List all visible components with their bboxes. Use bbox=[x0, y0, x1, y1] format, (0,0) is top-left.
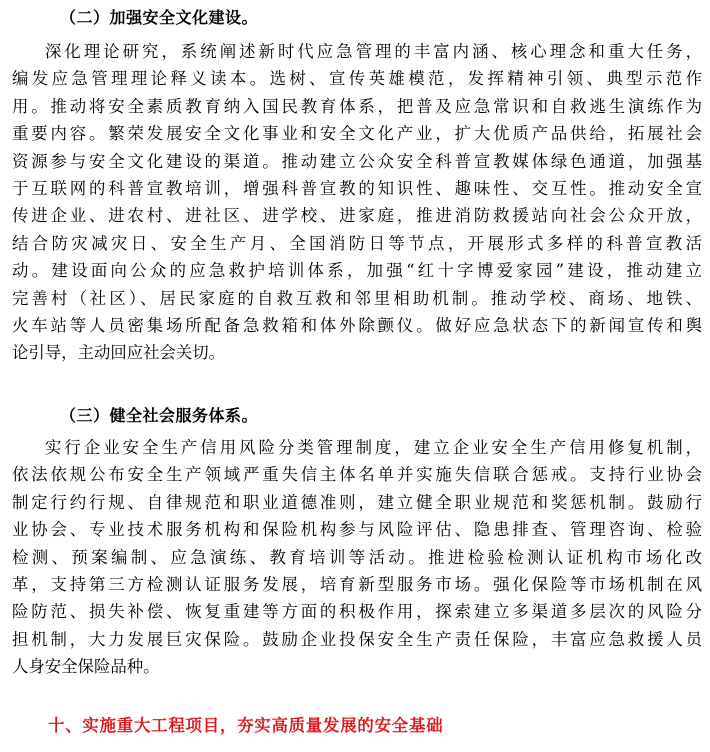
section-3-line: 担机制，大力发展巨灾保险。鼓励企业投保安全生产责任保险，丰富应急救援人员 bbox=[12, 629, 702, 649]
section-2-line: 重要内容。繁荣发展安全文化事业和安全文化产业，扩大优质产品供给，拓展社会 bbox=[12, 124, 702, 144]
section-2-body bbox=[12, 38, 702, 367]
section-3-line: 依法依规公布安全生产领域严重失信主体名单并实施失信联合惩戒。支持行业协会 bbox=[12, 465, 702, 485]
section-3-line: 业协会、专业技术服务机构和保险机构参与风险评估、隐患排查、管理咨询、检验 bbox=[12, 520, 702, 540]
section-2-line: 深化理论研究，系统阐述新时代应急管理的丰富内涵、核心理念和重大任务， bbox=[45, 42, 702, 61]
section-3-line: 实行企业安全生产信用风险分类管理制度，建立企业安全生产信用修复机制， bbox=[45, 438, 702, 457]
section-2-line: 火车站等人员密集场所配备急救箱和体外除颤仪。做好应急状态下的新闻宣传和舆 bbox=[12, 315, 702, 335]
section-2-line: 结合防灾减灾日、安全生产月、全国消防日等节点，开展形式多样的科普宣教活 bbox=[12, 233, 702, 253]
section-3-line: 制定行约行规、自律规范和职业道德准则，建立健全职业规范和奖惩机制。鼓励行 bbox=[12, 492, 702, 512]
section-3-line: 人身安全保险品种。 bbox=[12, 657, 160, 677]
section-2-line: 传进企业、进农村、进社区、进学校、进家庭，推进消防救援站向社会公众开放， bbox=[12, 206, 702, 226]
section-3-body bbox=[12, 434, 702, 681]
section-2-line: 动。建设面向公众的应急救护培训体系，加强“红十字博爱家园”建设，推动建立 bbox=[12, 261, 702, 281]
section-2-line: 论引导，主动回应社会关切。 bbox=[12, 343, 226, 363]
section-2-line: 资源参与安全文化建设的渠道。推动建立公众安全科普宣教媒体绿色通道，加强基 bbox=[12, 151, 702, 171]
section-2-line: 用。推动将安全素质教育纳入国民教育体系，把普及应急常识和自救逃生演练作为 bbox=[12, 96, 702, 116]
section-3-line: 革，支持第三方检测认证服务发展，培育新型服务市场。强化保险等市场机制在风 bbox=[12, 574, 702, 594]
section-2-line: 完善村（社区）、居民家庭的自救互救和邻里相助机制。推动学校、商场、地铁、 bbox=[12, 288, 702, 308]
section-3-line: 检测、预案编制、应急演练、教育培训等活动。推进检验检测认证机构市场化改 bbox=[12, 547, 702, 567]
section-3-heading: （三）健全社会服务体系。 bbox=[60, 406, 259, 425]
section-2-heading: （二）加强安全文化建设。 bbox=[60, 8, 259, 27]
section-2-line: 于互联网的科普宣教培训，增强科普宣教的知识性、趣味性、交互性。推动安全宣 bbox=[12, 178, 702, 198]
section-2-line: 编发应急管理理论释义读本。选树、宣传英雄模范，发挥精神引领、典型示范作 bbox=[12, 69, 702, 89]
section-3-line: 险防范、损失补偿、恢复重建等方面的积极作用，探索建立多渠道多层次的风险分 bbox=[12, 602, 702, 622]
chapter-10-heading: 十、实施重大工程项目，夯实高质量发展的安全基础 bbox=[48, 716, 444, 735]
